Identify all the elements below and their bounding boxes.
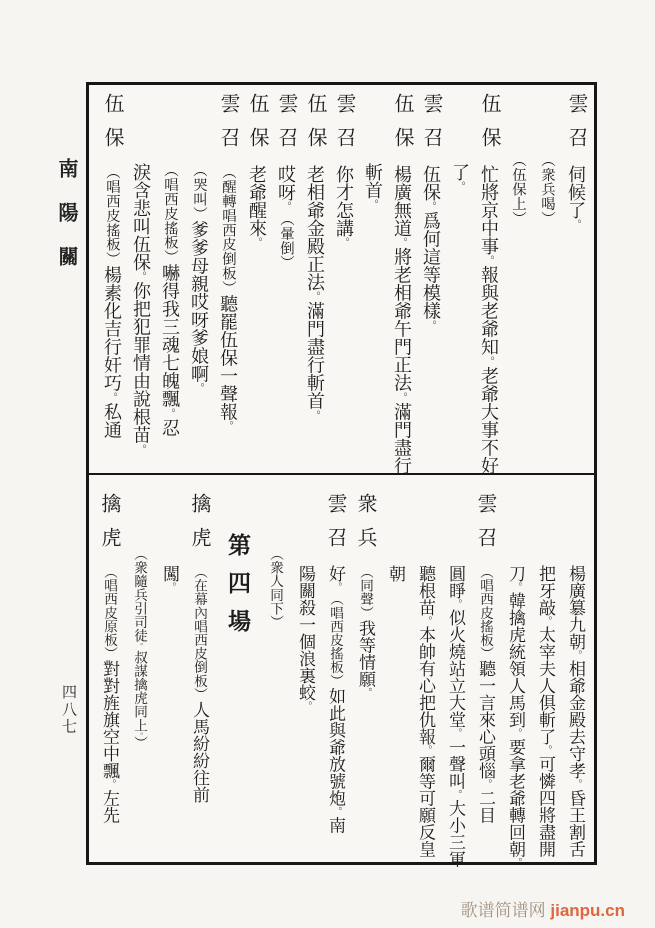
register-divider	[88, 473, 595, 475]
script-text: 伺候了。	[566, 165, 586, 230]
page-number: 四八七	[60, 684, 76, 736]
stage-column	[503, 85, 532, 473]
script-text: 圓睜。似火燒站立大堂。一聲叫。大小三軍	[446, 565, 465, 868]
script-text: ︵同聲︶我等情願。	[356, 565, 375, 698]
text-column	[126, 85, 155, 473]
script-text: 刀。韓擒虎統領人馬到。要拿老爺轉回朝。	[506, 565, 525, 868]
script-text: 了。	[450, 163, 470, 192]
text-column	[154, 477, 184, 860]
watermark	[461, 896, 625, 921]
dialog-column	[300, 85, 329, 473]
watermark-site-name: 歌谱简谱网	[460, 901, 546, 920]
speaker-name: 雲召	[324, 493, 346, 561]
text-column	[445, 85, 474, 473]
script-text: ︵唱西皮搖板︶聽一言來心頭惱。二目	[476, 565, 495, 824]
speaker-name: 衆兵	[354, 493, 376, 561]
script-text: 楊廣無道。將老相爺午門正法。滿門盡行	[392, 165, 412, 475]
script-text: 老爺醒來。	[247, 165, 267, 248]
script-text: 把牙敲。太宰夫人俱斬了。可憐四將盡開	[536, 565, 555, 858]
script-text: ︵唱西皮搖板︶楊素化吉行奸巧。私通	[102, 165, 122, 439]
script-text: 淚含悲叫伍保。你把犯罪情由說根苗。	[131, 163, 151, 455]
script-text: ︵哭叫︶爹爹母親哎呀爹娘啊。	[189, 163, 209, 394]
dialog-column	[242, 85, 271, 473]
speaker-name: 雲召	[333, 93, 355, 161]
script-text: 老相爺金殿正法。滿門盡行斬首。	[305, 165, 325, 421]
dialog-column	[561, 85, 590, 473]
dialog-column	[350, 477, 380, 860]
dialog-column	[94, 477, 124, 860]
speaker-name: 伍保	[478, 93, 500, 161]
stage-column	[124, 477, 154, 860]
stage-column	[532, 85, 561, 473]
script-text: 陽關殺一個浪裏蛟。	[296, 565, 315, 712]
script-text: ︵衆隨兵引司徒。叔謀擒虎同上。︶	[132, 547, 147, 750]
speaker-name: 伍保	[391, 93, 413, 161]
text-column	[380, 477, 410, 860]
script-text: ︵唱西皮搖板︶嚇得我三魂七魄飄。忍	[160, 163, 180, 437]
text-column	[155, 85, 184, 473]
heading-column	[214, 477, 260, 860]
script-text: 哎呀。︵暈倒︶	[276, 165, 296, 270]
speaker-name: 擒虎	[98, 493, 120, 561]
script-text: 斬首。	[363, 163, 383, 210]
speaker-name: 伍保	[304, 93, 326, 161]
text-column	[290, 477, 320, 860]
text-column	[530, 477, 560, 860]
speaker-name: 雲召	[420, 93, 442, 161]
script-text: 楊廣簒九朝。相爺金殿去守孝。昏王割舌	[566, 565, 585, 858]
speaker-name: 伍保	[246, 93, 268, 161]
script-text: ︵唱西皮原板︶對對旌旗空中飄。左先	[100, 565, 119, 824]
book-title-margin: 南陽關	[55, 158, 77, 290]
script-text: ︵衆人同下︶	[268, 547, 283, 629]
speaker-name: 雲召	[474, 493, 496, 561]
bottom-register	[94, 477, 590, 868]
dialog-column	[320, 477, 350, 860]
script-text: 你才怎講。	[334, 165, 354, 248]
speaker-name: 雲召	[217, 93, 239, 161]
dialog-column	[470, 477, 500, 860]
speaker-name: 擒虎	[188, 493, 210, 561]
page-frame	[86, 82, 597, 868]
dialog-column	[474, 85, 503, 473]
top-register	[97, 85, 590, 473]
script-text: 朝	[386, 565, 405, 582]
script-text: 好。︵唱西皮搖板︶如此與爺放號炮。南	[326, 565, 345, 834]
speaker-name: 雲召	[565, 93, 587, 161]
text-column	[440, 477, 470, 868]
script-text: ︵醒轉唱西皮倒板︶聽罷伍保一聲報。	[218, 165, 238, 432]
script-text: 聽根苗。本帥有心把仇報。爾等可願反皇	[416, 565, 435, 858]
speaker-name: 雲召	[275, 93, 297, 161]
dialog-column	[271, 85, 300, 473]
script-text: 闖。	[160, 565, 179, 593]
dialog-column	[213, 85, 242, 473]
speaker-name: 伍保	[101, 93, 123, 161]
dialog-column	[184, 477, 214, 860]
scene-heading: 第四場	[225, 533, 250, 647]
script-text: ︵在幕內唱西皮倒板︶人馬紛紛往前	[190, 565, 209, 803]
text-column	[560, 477, 590, 860]
text-column	[500, 477, 530, 868]
text-column	[184, 85, 213, 473]
dialog-column	[329, 85, 358, 473]
text-column	[358, 85, 387, 473]
watermark-site-url: jianpu.cn	[550, 901, 625, 920]
script-text: 伍保。爲何這等模樣。	[421, 165, 441, 331]
dialog-column	[387, 85, 416, 473]
stage-column	[260, 477, 290, 860]
script-text: 忙將京中事。報與老爺知。老爺大事不好	[479, 165, 499, 475]
script-text: ︵伍保上︶	[510, 153, 526, 225]
text-column	[410, 477, 440, 860]
script-text: ︵衆兵喝︶	[539, 153, 555, 225]
dialog-column	[416, 85, 445, 473]
dialog-column	[97, 85, 126, 473]
